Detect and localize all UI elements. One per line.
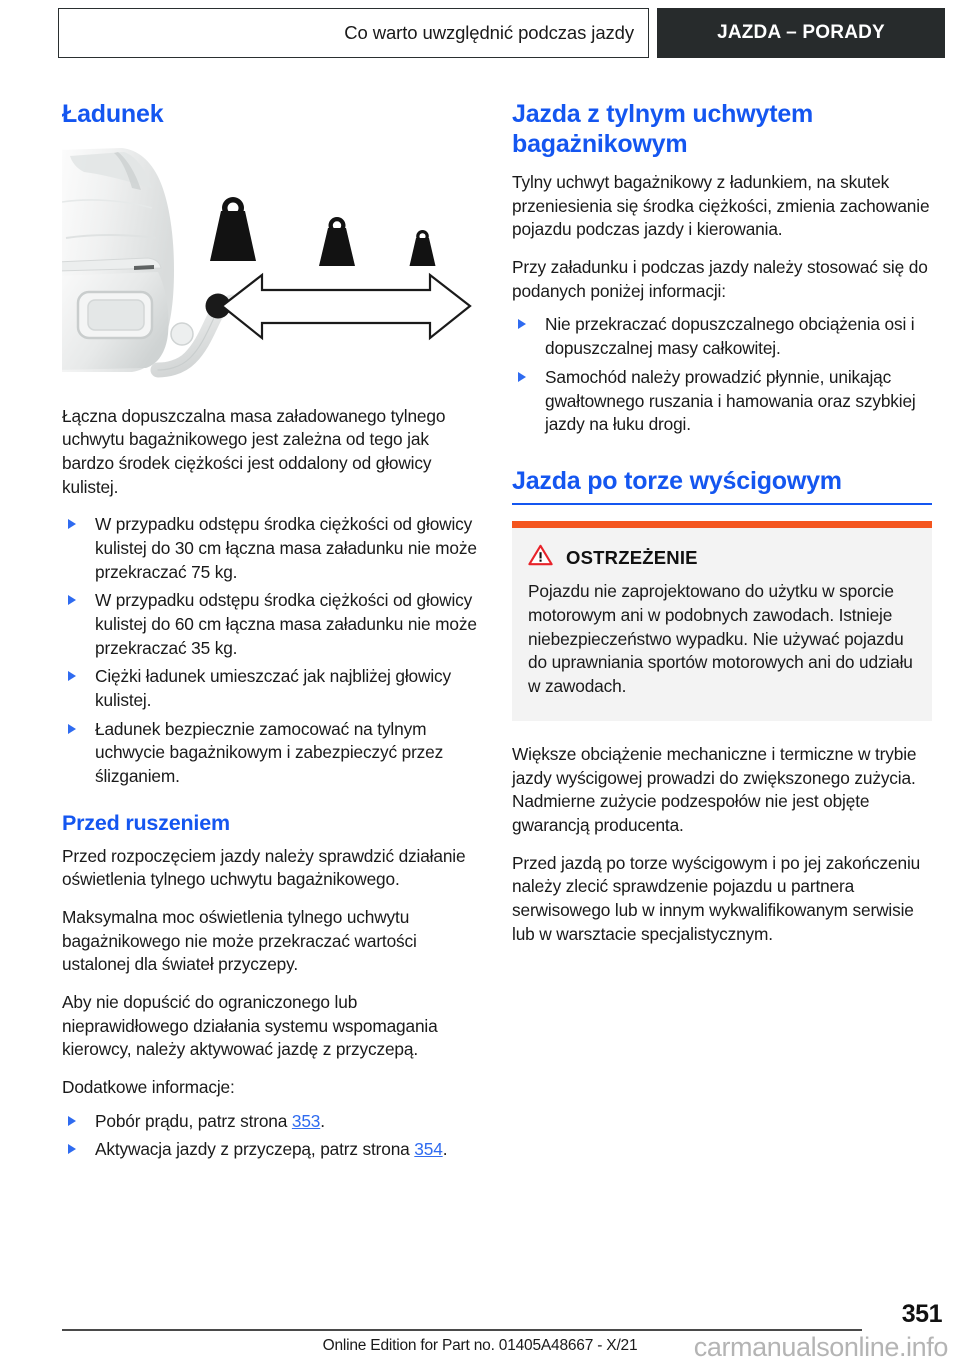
warning-title: OSTRZEŻENIE [566, 546, 698, 568]
reference-suffix: . [320, 1110, 325, 1131]
list-item [62, 589, 482, 660]
page-number: 351 [901, 1300, 942, 1328]
list-item-text: W przypadku odstępu środka ciężkości od głowicy kulistej do 30 cm łączna masa załadunku nie może przekraczać 75 kg. [95, 514, 477, 582]
list-item-text: Samochód należy prowadzić płynnie, unikając gwałtownego ruszania i hamowania oraz szybkiej jazdy na łuku drogi. [545, 366, 916, 435]
bullet-triangle-icon [68, 595, 76, 605]
reference-text: Aktywacja jazdy z przyczepą, patrz strona [95, 1139, 415, 1160]
bullet-triangle-icon [68, 671, 76, 681]
footer-divider [62, 1329, 862, 1331]
paragraph: Aby nie dopuścić do ograniczonego lub nieprawidłowego działania systemu wspomagania kierowcy, należy aktywować jazdę z przyczepą. [62, 992, 438, 1060]
left-intro-paragraph: Łączna dopuszczalna masa załadowanego tylnego uchwytu bagażnikowego jest zależna od tego jak bardzo środek ciężkości jest oddalony od głowicy kulistej. [62, 405, 446, 497]
list-item [62, 1138, 482, 1162]
paragraph: Przed jazdą po torze wyścigowym i po jej zakończeniu należy zlecić sprawdzenie pojazdu u partnera serwisowego lub w innym wykwalifikowanym serwisie lub w warsztacie specjalistycznym. [512, 852, 921, 944]
page-title: Ładunek [62, 100, 164, 128]
paragraph: Tylny uchwyt bagażnikowy z ładunkiem, na skutek przeniesienia się środka ciężkości, zmienia zachowanie pojazdu podczas jazdy i kierowania. [512, 172, 930, 240]
section-tab-label: JAZDA – PORADY [717, 22, 885, 43]
breadcrumb [58, 8, 649, 58]
rear-carrier-load-distance-illustration [62, 142, 475, 387]
page-reference-link[interactable]: 354 [414, 1139, 443, 1160]
heading-jazda-po-torze: Jazda po torze wyścigowym [512, 467, 932, 506]
list-item-text: Ładunek bezpiecznie zamocować na tylnym uchwycie bagażnikowym i zabezpieczyć przez ślizganiem. [95, 718, 444, 787]
paragraph: Przy załadunku i podczas jazdy należy stosować się do podanych poniżej informacji: [512, 257, 928, 301]
list-item-text: Nie przekraczać dopuszczalnego obciążenia osi i dopuszczalnej masy całkowitej. [545, 314, 915, 359]
bullet-triangle-icon [68, 724, 76, 734]
paragraph: Przed rozpoczęciem jazdy należy sprawdzić działanie oświetlenia tylnego uchwytu bagażnikowego. [62, 845, 466, 890]
paragraph: Dodatkowe informacje: [62, 1077, 235, 1098]
list-item [62, 513, 482, 584]
section-tab [657, 8, 945, 58]
paragraph: Większe obciążenie mechaniczne i termiczne w trybie jazdy wyścigowej prowadzi do zwiększonego zużycia. Nadmierne zużycie podzespołów nie jest objęte gwarancją producenta. [512, 743, 917, 835]
list-item [62, 665, 482, 712]
warning-header [528, 544, 916, 571]
reference-suffix: . [442, 1139, 448, 1160]
list-item [62, 1110, 482, 1134]
page-reference-link[interactable]: 353 [291, 1110, 321, 1131]
breadcrumb-label: Co warto uwzględnić podczas jazdy [344, 22, 634, 43]
warning-triangle-icon [528, 544, 553, 571]
subheading-przed-ruszeniem: Przed ruszeniem [62, 810, 230, 835]
paragraph: Maksymalna moc oświetlenia tylnego uchwytu bagażnikowego nie może przekraczać wartości ustalonej dla świateł przyczepy. [62, 906, 417, 975]
list-item [62, 718, 482, 789]
warning-box [512, 521, 932, 720]
list-item [512, 366, 932, 437]
watermark: carmanualsonline.info [693, 1332, 948, 1362]
bullet-triangle-icon [518, 319, 526, 329]
reference-text: Pobór prądu, patrz strona [95, 1110, 292, 1131]
edition-notice: Online Edition for Part no. 01405A48667 - X/21 [322, 1337, 638, 1354]
bullet-triangle-icon [68, 1144, 76, 1154]
left-bullet-list [62, 513, 482, 789]
list-item-text: W przypadku odstępu środka ciężkości od głowicy kulistej do 60 cm łączna masa załadunku nie może przekraczać 35 kg. [95, 590, 477, 658]
list-item [512, 313, 932, 360]
page-header [58, 8, 945, 58]
right-bullet-list [512, 313, 932, 436]
warning-text: Pojazdu nie zaprojektowano do użytku w sporcie motorowym ani w podobnych zawodach. Istnieje niebezpieczeństwo wypadku. Nie używać pojazdu do uprawniania sportów motorowych ani do udziału w zawodach. [528, 581, 913, 697]
right-column [512, 100, 932, 960]
list-item-text: Ciężki ładunek umieszczać jak najbliżej głowicy kulistej. [95, 666, 452, 711]
bullet-triangle-icon [68, 519, 76, 529]
left-column [62, 100, 482, 1176]
bullet-triangle-icon [518, 372, 526, 382]
bullet-triangle-icon [68, 1116, 76, 1126]
cross-reference-list [62, 1110, 482, 1162]
heading-jazda-z-tylnym-uchwytem: Jazda z tylnym uchwytem bagażnikowym [512, 100, 814, 158]
